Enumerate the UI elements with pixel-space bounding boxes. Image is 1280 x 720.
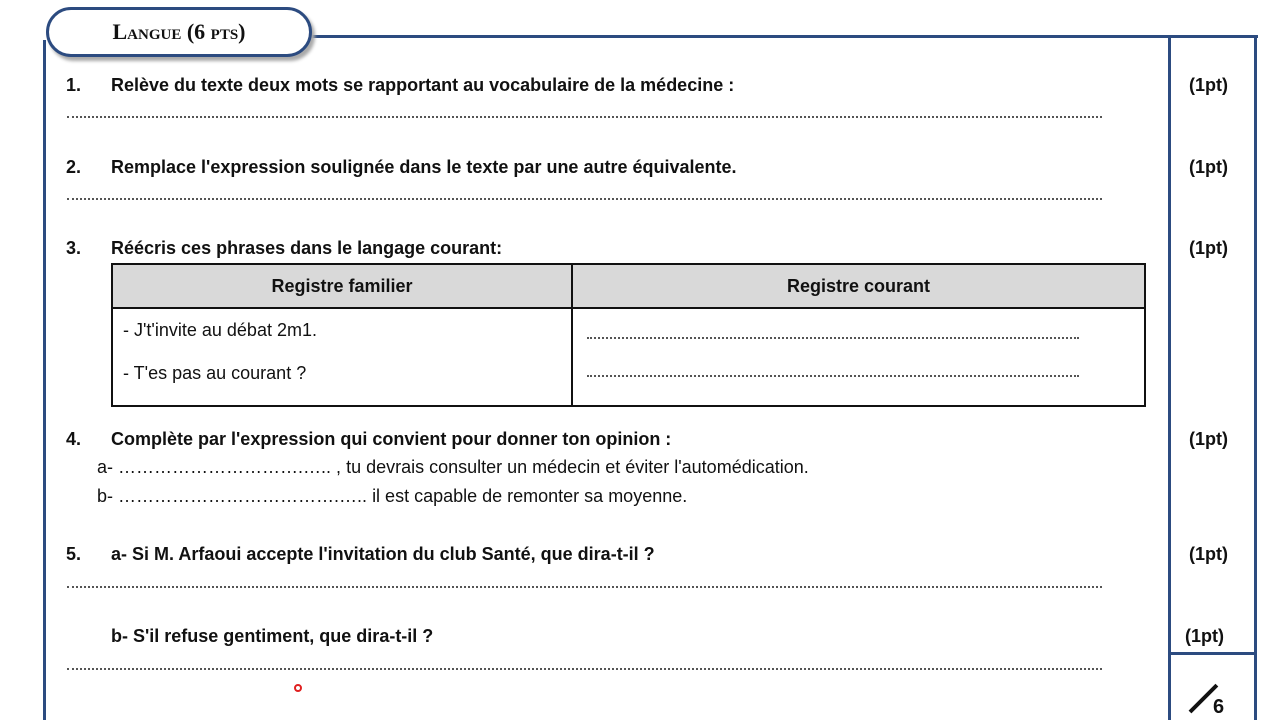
- table-header: Registre courant: [572, 264, 1145, 308]
- points-column-divider: [1168, 35, 1171, 720]
- blank: ……………………………….…..: [118, 486, 368, 506]
- question-points: (1pt): [1185, 626, 1224, 646]
- cursor-indicator: [294, 684, 302, 692]
- completion-item: [97, 457, 809, 478]
- question-number: 4.: [66, 429, 82, 449]
- item-text: tu devrais consulter un médecin et éviter l'automédication.: [346, 457, 809, 477]
- answer-line: [67, 116, 1102, 118]
- frame-right-border: [1254, 35, 1257, 720]
- question-text: Complète par l'expression qui convient pour donner ton opinion :: [111, 429, 672, 449]
- question-points: (1pt): [1189, 75, 1228, 95]
- question-text: a- Si M. Arfaoui accepte l'invitation du club Santé, que dira-t-il ?: [111, 544, 655, 564]
- familiar-sentence: - T'es pas au courant ?: [123, 363, 307, 383]
- answer-line: [587, 323, 1079, 339]
- question-text: b- S'il refuse gentiment, que dira-t-il ?: [111, 626, 434, 646]
- answer-line: [67, 668, 1102, 670]
- question-points: (1pt): [1189, 238, 1228, 258]
- familiar-sentence: - J't'invite au débat 2m1.: [123, 320, 317, 340]
- frame-top-border: [300, 35, 1258, 38]
- completion-item: [97, 486, 687, 507]
- question-points: (1pt): [1189, 157, 1228, 177]
- answer-line: [67, 198, 1102, 200]
- answer-line: [587, 361, 1079, 377]
- question-text: Remplace l'expression soulignée dans le texte par une autre équivalente.: [111, 157, 737, 177]
- table-row: [112, 308, 1145, 406]
- question-points: (1pt): [1189, 429, 1228, 449]
- question-text: Relève du texte deux mots se rapportant au vocabulaire de la médecine :: [111, 75, 735, 95]
- question-number: 3.: [66, 238, 82, 258]
- total-score: 6: [1213, 696, 1225, 718]
- question-number: 1.: [66, 75, 82, 95]
- item-label: b-: [97, 486, 114, 506]
- question-points: (1pt): [1189, 544, 1228, 564]
- item-text: il est capable de remonter sa moyenne.: [372, 486, 688, 506]
- answer-line: [67, 586, 1102, 588]
- table-header: Registre familier: [112, 264, 572, 308]
- question-text: Réécris ces phrases dans le langage courant:: [111, 238, 503, 258]
- question-number: 2.: [66, 157, 82, 177]
- blank: ………………………….….. ,: [118, 457, 342, 477]
- frame-left-border: [43, 40, 46, 720]
- item-label: a-: [97, 457, 114, 477]
- register-table: [111, 263, 1146, 407]
- section-title: Langue (6 pts): [46, 7, 312, 57]
- question-number: 5.: [66, 544, 82, 564]
- total-box-divider: [1168, 652, 1257, 655]
